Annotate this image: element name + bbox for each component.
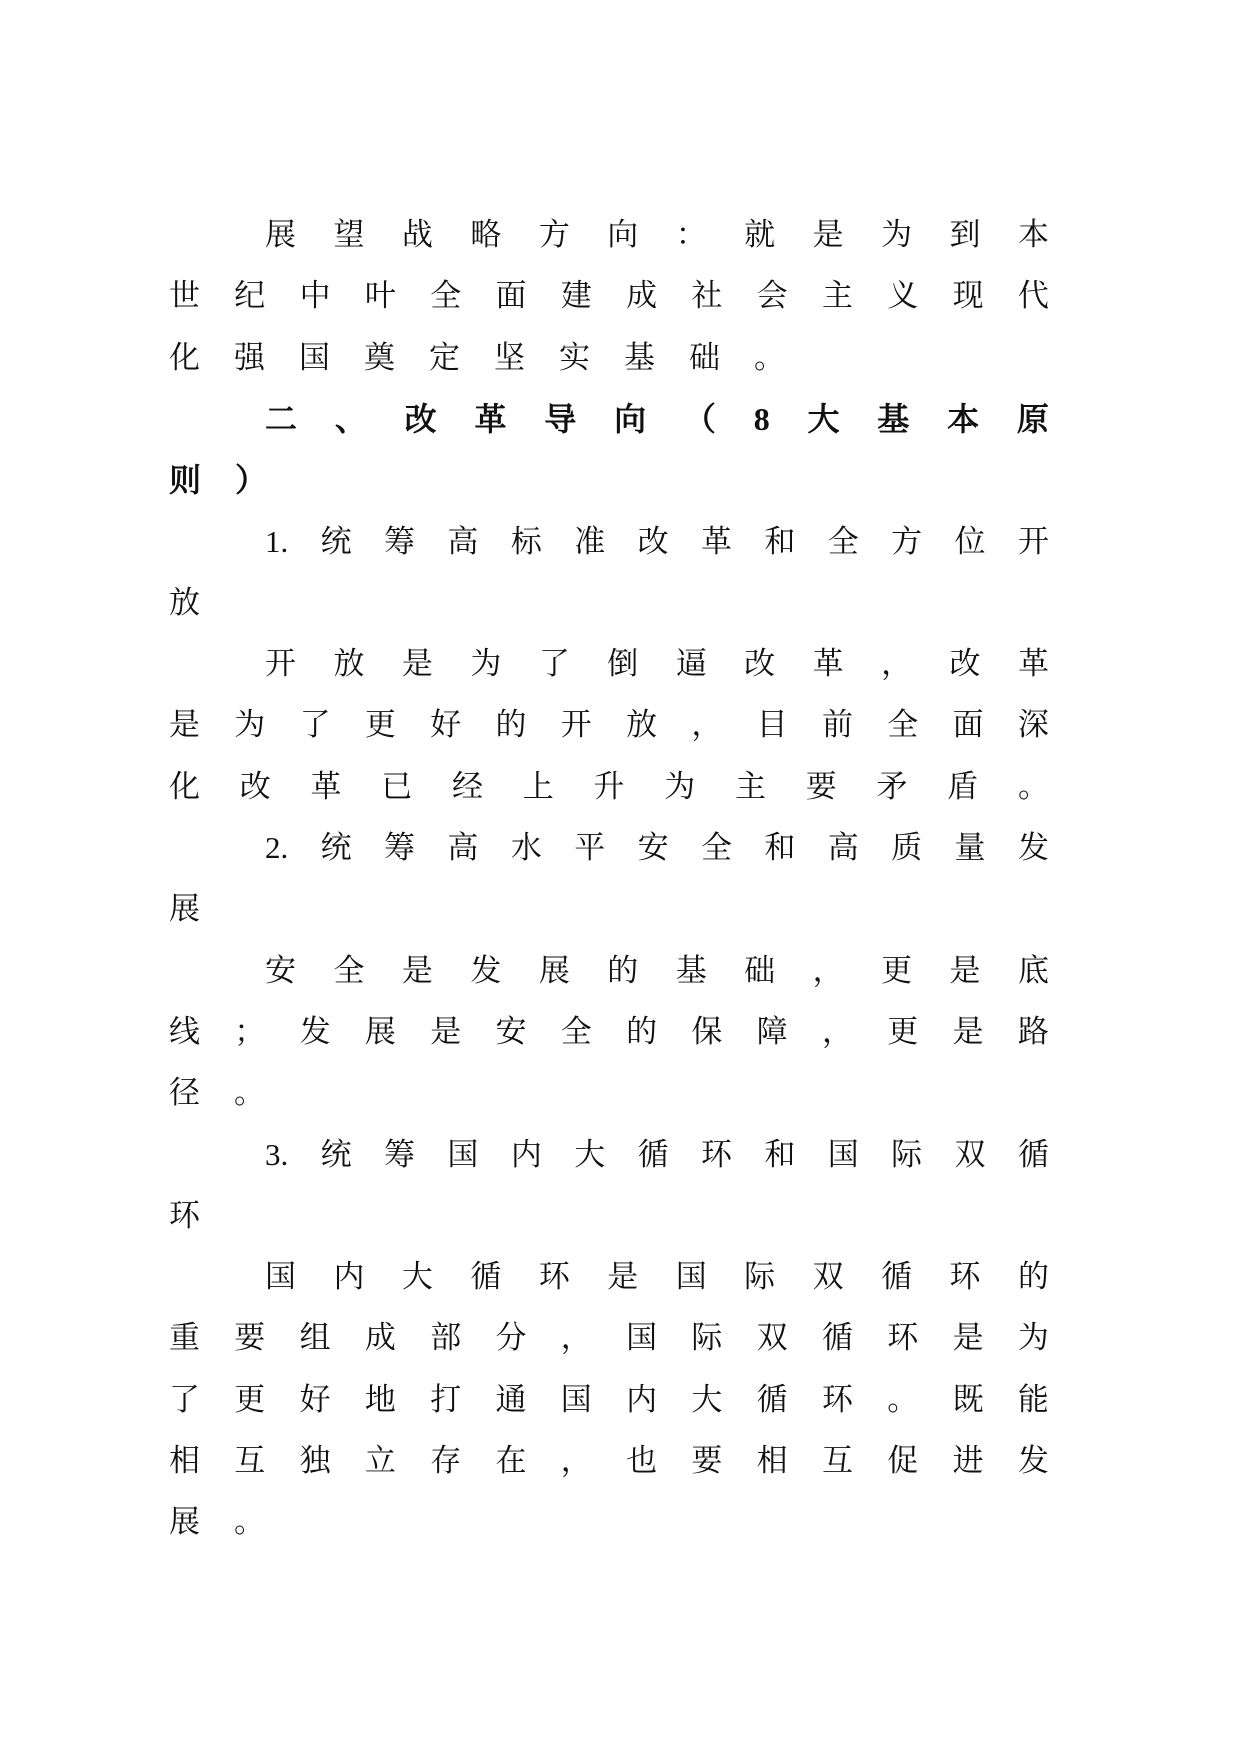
text-line: 二 、 改 革 导 向 （ 8 大 基 本 原 bbox=[265, 399, 1049, 438]
text-line: 1. 统 筹 高 标 准 改 革 和 全 方 位 开 bbox=[265, 523, 1049, 560]
text-line: 线 ； 发 展 是 安 全 的 保 障 ， 更 是 路 bbox=[169, 1013, 1049, 1050]
text-line: 径 。 bbox=[169, 1075, 265, 1112]
text-line: 相 互 独 立 存 在 ， 也 要 相 互 促 进 发 bbox=[169, 1443, 1049, 1479]
text-line: 安 全 是 发 展 的 基 础 ， 更 是 底 bbox=[265, 952, 1049, 989]
text-line: 2. 统 筹 高 水 平 安 全 和 高 质 量 发 bbox=[265, 830, 1049, 866]
text-line: 国 内 大 循 环 是 国 际 双 循 环 的 bbox=[265, 1259, 1049, 1296]
text-line: 展 bbox=[169, 891, 200, 928]
text-line: 环 bbox=[169, 1197, 200, 1234]
text-line: 开 放 是 为 了 倒 逼 改 革 ， 改 革 bbox=[265, 646, 1049, 683]
text-line: 展 。 bbox=[169, 1504, 265, 1541]
text-line: 化 强 国 奠 定 坚 实 基 础 。 bbox=[169, 339, 785, 376]
text-line: 放 bbox=[169, 584, 200, 621]
text-line: 化 改 革 已 经 上 升 为 主 要 矛 盾 。 bbox=[169, 768, 1049, 805]
text-line: 是 为 了 更 好 的 开 放 ， 目 前 全 面 深 bbox=[169, 707, 1049, 744]
text-line: 展 望 战 略 方 向 ： 就 是 为 到 本 bbox=[265, 217, 1049, 253]
text-line: 世 纪 中 叶 全 面 建 成 社 会 主 义 现 代 bbox=[169, 278, 1049, 315]
text-line: 则 ） bbox=[169, 461, 268, 500]
text-line: 了 更 好 地 打 通 国 内 大 循 环 。 既 能 bbox=[169, 1381, 1049, 1418]
text-line: 重 要 组 成 部 分 ， 国 际 双 循 环 是 为 bbox=[169, 1320, 1049, 1357]
text-line: 3. 统 筹 国 内 大 循 环 和 国 际 双 循 bbox=[265, 1136, 1049, 1173]
